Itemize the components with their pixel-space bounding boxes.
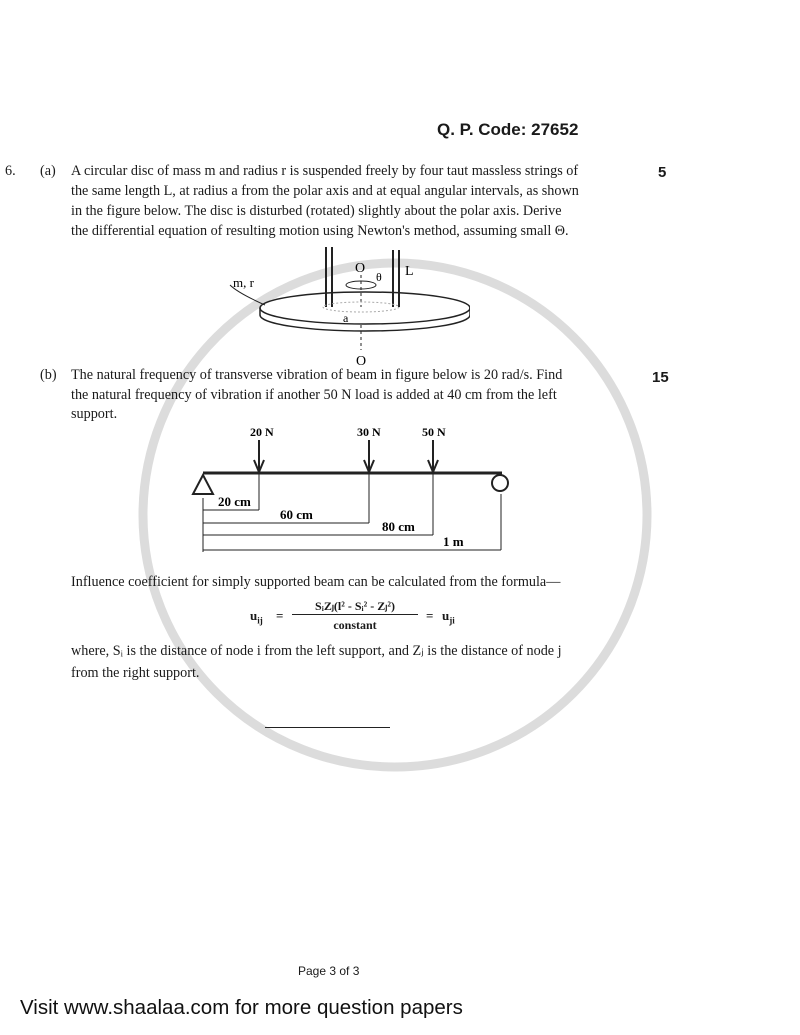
where-text: from the right support.: [71, 665, 200, 681]
influence-intro: Influence coefficient for simply supported beam can be calculated from the formula—: [71, 574, 561, 590]
radius-label: a: [343, 311, 349, 325]
length-label: L: [405, 264, 414, 279]
load-label: 50 N: [422, 425, 446, 439]
part-a-text: A circular disc of mass m and radius r is suspended freely by four taut massless strings of: [71, 163, 579, 179]
part-b-text: The natural frequency of transverse vibration of beam in figure below is 20 rad/s. Find: [71, 367, 563, 383]
page-number: Page 3 of 3: [298, 964, 360, 978]
dimension-label: 1 m: [443, 534, 464, 549]
dimension-label: 80 cm: [382, 519, 415, 534]
dimension-label: 20 cm: [218, 494, 251, 509]
part-b-label: (b): [40, 367, 57, 383]
formula-denominator: constant: [333, 618, 377, 632]
mass-radius-label: m, r: [233, 275, 254, 290]
formula-equals: =: [426, 608, 434, 623]
end-divider: [265, 727, 390, 728]
beam-figure: [180, 422, 520, 562]
formula-rhs: u: [442, 608, 450, 623]
theta-label: θ: [376, 270, 382, 284]
part-a-text: in the figure below. The disc is disturbed (rotated) slightly about the polar axis. Derive: [71, 203, 562, 219]
formula-rhs-sub: ji: [449, 615, 455, 626]
part-b-text: the natural frequency of vibration if another 50 N load is added at 40 cm from the left: [71, 387, 557, 403]
part-a-text: the same length L, at radius a from the polar axis and at equal angular intervals, as shown: [71, 183, 579, 199]
part-a-text: the differential equation of resulting motion using Newton's method, assuming small Θ.: [71, 223, 569, 239]
load-label: 30 N: [357, 425, 381, 439]
formula-lhs-sub: ij: [257, 615, 263, 626]
footer-link[interactable]: Visit www.shaalaa.com for more question papers: [20, 996, 463, 1019]
formula-equals: =: [276, 608, 284, 623]
part-b-text: support.: [71, 406, 118, 422]
disc-figure: [200, 245, 470, 370]
formula-numerator: SᵢZⱼ(l² - Sᵢ² - Zⱼ²): [292, 598, 418, 615]
part-b-marks: 15: [652, 369, 669, 386]
dimension-label: 60 cm: [280, 507, 313, 522]
formula-lhs: u: [250, 608, 258, 623]
part-a-label: (a): [40, 163, 56, 179]
formula: [250, 598, 490, 638]
qp-code: Q. P. Code: 27652: [437, 120, 579, 139]
axis-top-label: O: [355, 261, 366, 276]
part-a-marks: 5: [658, 164, 667, 181]
axis-bottom-label: O: [356, 354, 367, 369]
question-number: 6.: [5, 163, 16, 179]
load-label: 20 N: [250, 425, 274, 439]
where-text: where, Sᵢ is the distance of node i from the left support, and Zⱼ is the distance of node j: [71, 643, 562, 659]
